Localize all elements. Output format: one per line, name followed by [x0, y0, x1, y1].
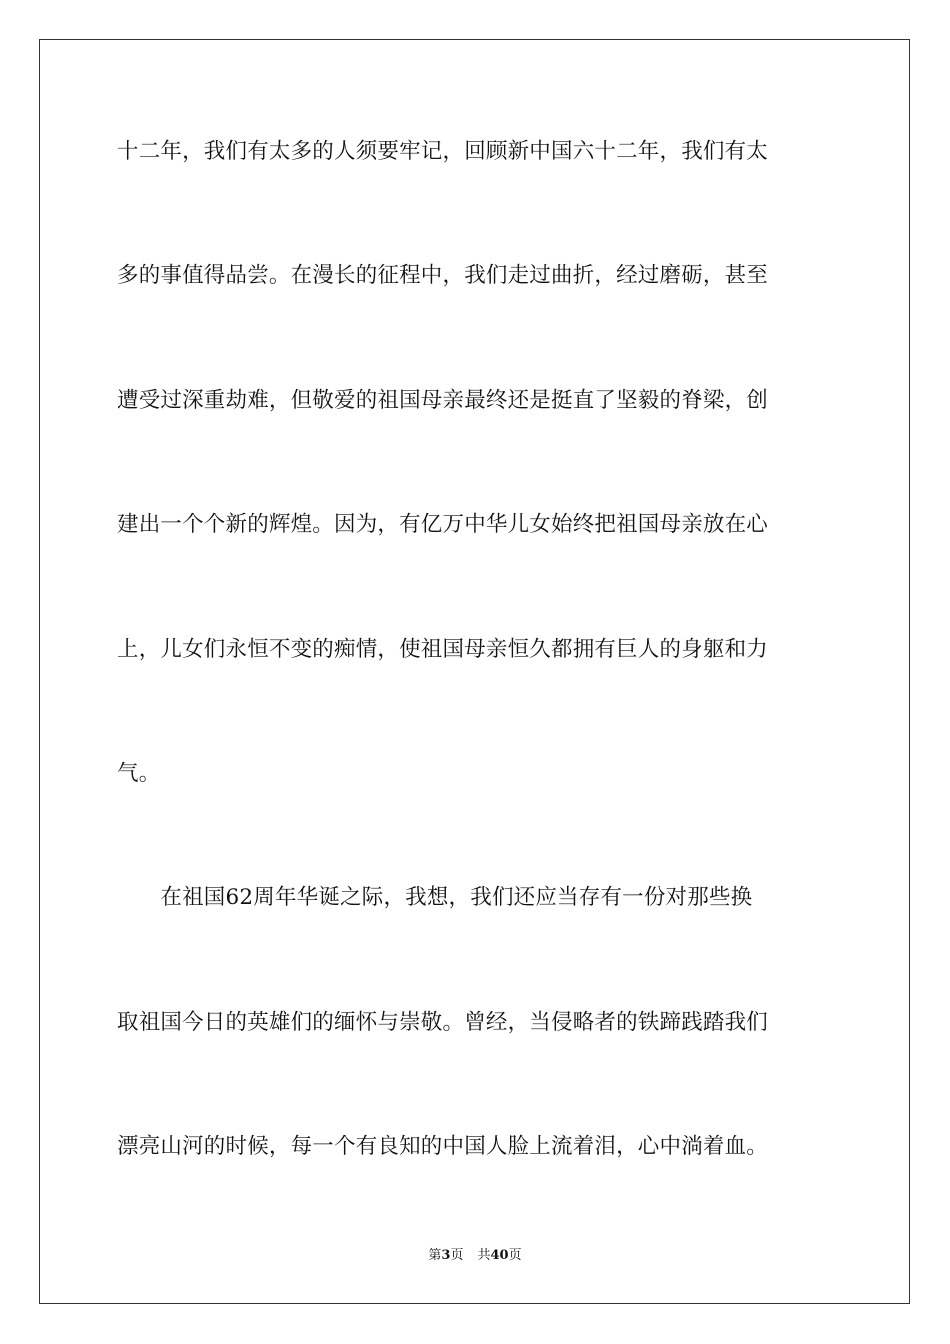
text-line-1: 十二年，我们有太多的人须要牢记，回顾新中国六十二年，我们有太 — [117, 139, 769, 164]
total-prefix: 共 — [477, 1248, 491, 1263]
total-pages: 40 — [490, 1248, 509, 1263]
text-line-5: 上，儿女们永恒不变的痴情，使祖国母亲恒久都拥有巨人的身躯和力 — [117, 637, 769, 662]
page-suffix: 页 — [450, 1248, 464, 1263]
text-line-6: 气。 — [117, 761, 161, 786]
page-footer — [0, 1247, 950, 1265]
text-line-4: 建出一个个新的辉煌。因为，有亿万中华儿女始终把祖国母亲放在心 — [117, 512, 769, 537]
text-line-9: 漂亮山河的时候，每一个有良知的中国人脸上流着泪，心中淌着血。 — [117, 1134, 769, 1159]
page-border — [39, 39, 910, 1304]
page-prefix: 第 — [428, 1248, 442, 1263]
page-number: 3 — [441, 1248, 451, 1263]
text-line-2: 多的事值得品尝。在漫长的征程中，我们走过曲折，经过磨砺，甚至 — [117, 263, 769, 288]
total-suffix: 页 — [508, 1248, 522, 1263]
text-line-8: 取祖国今日的英雄们的缅怀与崇敬。曾经，当侵略者的铁蹄践踏我们 — [117, 1010, 769, 1035]
text-line-3: 遭受过深重劫难，但敬爱的祖国母亲最终还是挺直了坚毅的脊梁，创 — [117, 388, 769, 413]
text-line-7: 在祖国62周年华诞之际，我想，我们还应当存有一份对那些换 — [117, 885, 753, 910]
